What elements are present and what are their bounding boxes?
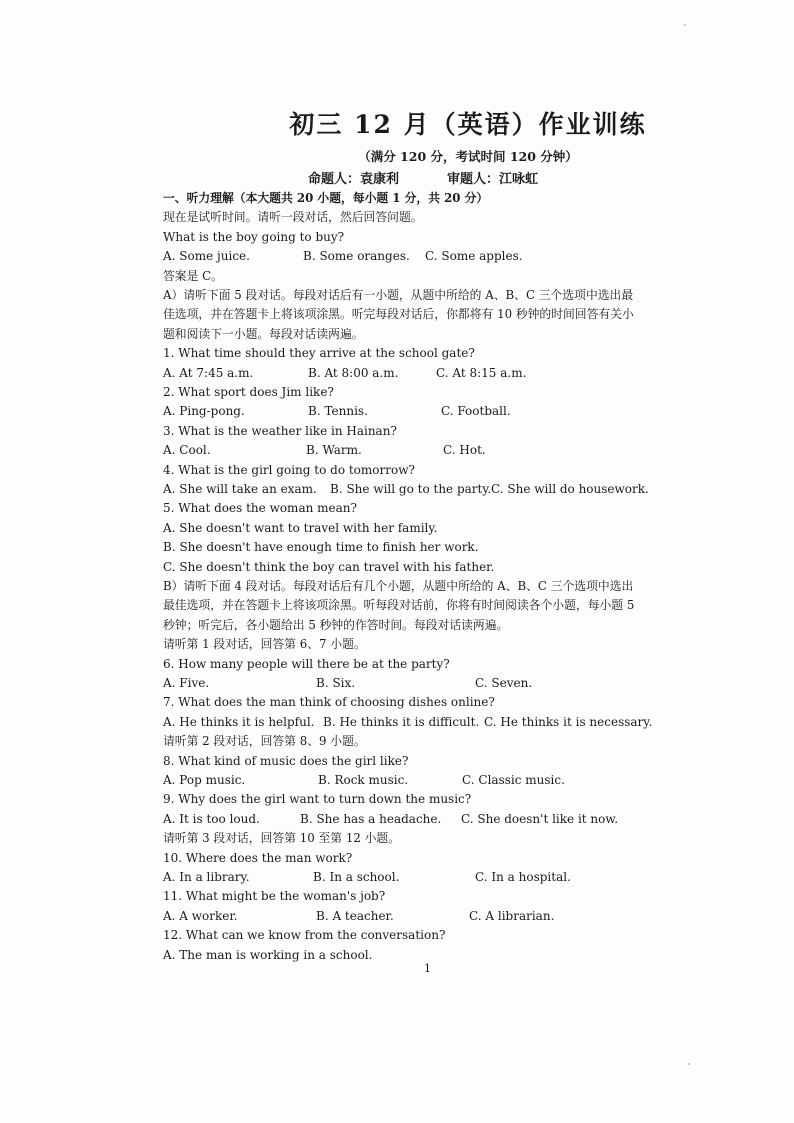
question-2: 2. What sport does Jim like? — [163, 385, 334, 400]
option-c: C. Classic music. — [462, 773, 565, 788]
authors-line — [308, 170, 683, 189]
option-a: A. It is too loud. — [163, 811, 260, 826]
setter-name: 命题人：袁康利 — [308, 172, 400, 187]
question-9: 9. Why does the girl want to turn down the music? — [163, 792, 472, 807]
option-c: C. In a hospital. — [475, 870, 571, 885]
page-content — [163, 108, 683, 965]
option-b: B. Six. — [316, 676, 356, 691]
option-c: C. Football. — [441, 404, 511, 419]
question-11-options — [163, 907, 683, 926]
option-c: C. She doesn't like it now. — [461, 811, 619, 826]
option-b: B. Tennis. — [308, 404, 368, 419]
option-b: B. A teacher. — [316, 908, 394, 923]
part-a-instructions-3: 题和阅读下一小题。每段对话读两遍。 — [163, 326, 364, 341]
option-a: A. Pop music. — [163, 773, 246, 788]
option-a: A. In a library. — [163, 870, 250, 885]
example-question: What is the boy going to buy? — [163, 229, 345, 244]
question-1-options — [163, 364, 683, 383]
page-number: 1 — [424, 962, 431, 975]
example-intro: 现在是试听时间。请听一段对话，然后回答问题。 — [163, 210, 423, 225]
part-a-instructions-2: 佳选项，并在答题卡上将该项涂黑。听完每段对话后，你都将有 10 秒钟的时间回答有关小 — [163, 307, 634, 322]
question-4: 4. What is the girl going to do tomorrow? — [163, 462, 415, 477]
dialog-2-note: 请听第 2 段对话，回答第 8、9 小题。 — [163, 734, 366, 749]
option-b: B. In a school. — [313, 870, 400, 885]
option-a: A. Cool. — [163, 443, 211, 458]
question-6-options — [163, 674, 683, 693]
option-b: B. She has a headache. — [300, 811, 442, 826]
option-a: A. He thinks it is helpful. — [163, 714, 315, 729]
question-8: 8. What kind of music does the girl like? — [163, 753, 409, 768]
question-11: 11. What might be the woman's job? — [163, 889, 386, 904]
question-5-option-a: A. She doesn't want to travel with her family. — [163, 520, 438, 535]
option-c: C. He thinks it is necessary. — [484, 714, 653, 729]
page-title: 初三 12 月（英语）作业训练 — [289, 110, 647, 139]
option-c: C. Hot. — [443, 443, 486, 458]
part-a-instructions-1: A）请听下面 5 段对话。每段对话后有一小题，从题中所给的 A、B、C 三个选项中选出最 — [163, 288, 634, 303]
example-answer: 答案是 C。 — [163, 268, 223, 283]
question-12-option-a: A. The man is working in a school. — [163, 947, 373, 962]
option-c: C. She will do housework. — [491, 482, 649, 497]
option-b: B. Warm. — [306, 443, 362, 458]
section-heading: 一、听力理解（本大题共 20 小题，每小题 1 分，共 20 分） — [163, 191, 489, 205]
option-a: A. A worker. — [163, 908, 238, 923]
question-7: 7. What does the man think of choosing dishes online? — [163, 695, 495, 710]
question-8-options — [163, 771, 683, 790]
scan-speck — [684, 24, 686, 26]
option-a: A. At 7:45 a.m. — [163, 365, 254, 380]
option-c: C. Seven. — [475, 676, 533, 691]
dialog-1-note: 请听第 1 段对话，回答第 6、7 小题。 — [163, 637, 366, 652]
option-b: B. At 8:00 a.m. — [308, 365, 399, 380]
question-2-options — [163, 402, 683, 421]
option-b: B. He thinks it is difficult. — [323, 714, 480, 729]
part-b-instructions-2: 最佳选项，并在答题卡上将该项涂黑。听每段对话前，你将有时间阅读各个小题，每小题 5 — [163, 598, 635, 613]
question-10: 10. Where does the man work? — [163, 850, 353, 865]
option-b: B. She will go to the party. — [330, 482, 492, 497]
question-12: 12. What can we know from the conversation? — [163, 928, 446, 943]
option-b: B. Some oranges. — [303, 249, 410, 264]
question-3: 3. What is the weather like in Hainan? — [163, 423, 397, 438]
example-options — [163, 247, 683, 266]
question-9-options — [163, 810, 683, 829]
part-b-instructions-3: 秒钟；听完后，各小题给出 5 秒钟的作答时间。每段对话读两遍。 — [163, 617, 509, 632]
exam-subtitle: （满分 120 分，考试时间 120 分钟） — [358, 149, 578, 164]
option-c: C. At 8:15 a.m. — [436, 365, 527, 380]
question-10-options — [163, 868, 683, 887]
option-c: C. A librarian. — [469, 908, 555, 923]
option-a: A. She will take an exam. — [163, 482, 317, 497]
question-5-option-b: B. She doesn't have enough time to finish her work. — [163, 540, 479, 555]
option-a: A. Ping-pong. — [163, 404, 245, 419]
option-a: A. Some juice. — [163, 249, 250, 264]
question-6: 6. How many people will there be at the party? — [163, 656, 450, 671]
question-4-options — [163, 480, 683, 499]
question-5: 5. What does the woman mean? — [163, 501, 357, 516]
reviewer-name: 审题人：江咏虹 — [447, 172, 539, 187]
part-b-instructions-1: B）请听下面 4 段对话。每段对话后有几个小题，从题中所给的 A、B、C 三个选项中选出 — [163, 579, 634, 594]
question-1: 1. What time should they arrive at the school gate? — [163, 346, 475, 361]
option-a: A. Five. — [163, 676, 210, 691]
scan-speck — [688, 1063, 690, 1065]
dialog-3-note: 请听第 3 段对话，回答第 10 至第 12 小题。 — [163, 831, 400, 846]
option-c: C. Some apples. — [425, 249, 523, 264]
option-b: B. Rock music. — [318, 773, 409, 788]
question-7-options — [163, 713, 683, 732]
question-5-option-c: C. She doesn't think the boy can travel with his father. — [163, 559, 495, 574]
question-3-options — [163, 441, 683, 460]
